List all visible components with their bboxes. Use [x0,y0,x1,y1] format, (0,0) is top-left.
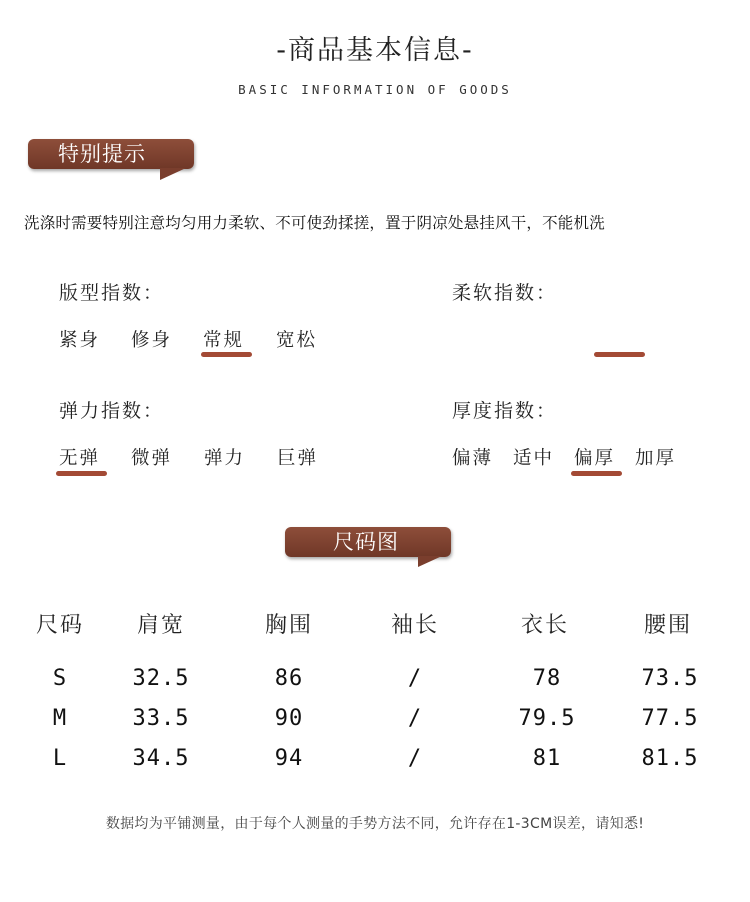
fit-selected-underline [201,352,252,357]
table-cell: 81.5 [641,746,699,771]
thickness-option-selected: 偏厚 [574,448,616,469]
size-table-header: 胸围 [264,613,313,638]
size-table-header: 腰围 [643,613,692,638]
special-notice-tag [28,139,194,169]
table-cell: 79.5 [518,706,576,731]
table-cell: / [407,666,423,691]
fit-option-selected: 常规 [203,330,245,351]
table-cell: 32.5 [132,666,190,691]
special-notice-tag-label: 特别提示 [58,142,146,166]
tag-tail-icon [418,556,442,567]
table-cell: 77.5 [641,706,699,731]
elasticity-option: 微弹 [131,448,173,469]
thickness-option: 适中 [513,448,555,469]
page-title: -商品基本信息- [276,35,474,66]
size-table-header: 尺码 [35,613,84,638]
table-cell: / [407,746,423,771]
table-cell: L [52,746,68,771]
elasticity-option: 弹力 [204,448,246,469]
table-cell: M [52,706,68,731]
elasticity-selected-underline [56,471,107,476]
thickness-selected-underline [571,471,622,476]
table-cell: 94 [274,746,304,771]
softness-selected-underline [594,352,645,357]
table-cell: 90 [274,706,304,731]
care-instructions: 洗涤时需要特别注意均匀用力柔软、不可使劲揉搓，置于阴凉处悬挂风干，不能机洗 [24,214,605,232]
table-cell: 86 [274,666,304,691]
size-chart-tag-label: 尺码图 [333,530,399,554]
measurement-note: 数据均为平铺测量，由于每个人测量的手势方法不同，允许存在1-3CM误差，请知悉! [105,816,645,832]
elasticity-option: 巨弹 [277,448,319,469]
table-cell: S [52,666,68,691]
table-cell: 34.5 [132,746,190,771]
softness-index-label: 柔软指数： [452,282,558,304]
table-cell: 33.5 [132,706,190,731]
size-table-header: 肩宽 [136,613,185,638]
tag-tail-icon [160,168,186,180]
size-table-header: 衣长 [520,613,569,638]
size-table-header: 袖长 [390,613,439,638]
elasticity-option-selected: 无弹 [59,448,101,469]
table-cell: 73.5 [641,666,699,691]
page-subtitle: BASIC INFORMATION OF GOODS [238,82,512,97]
fit-option: 修身 [131,330,173,351]
elasticity-index-label: 弹力指数： [59,400,165,422]
fit-option: 紧身 [59,330,101,351]
table-cell: 81 [532,746,562,771]
fit-option: 宽松 [276,330,318,351]
size-chart-tag [285,527,451,557]
thickness-option: 偏薄 [452,448,494,469]
thickness-index-label: 厚度指数： [452,400,558,422]
table-cell: 78 [532,666,562,691]
fit-index-label: 版型指数： [59,282,165,304]
thickness-option: 加厚 [635,448,677,469]
table-cell: / [407,706,423,731]
